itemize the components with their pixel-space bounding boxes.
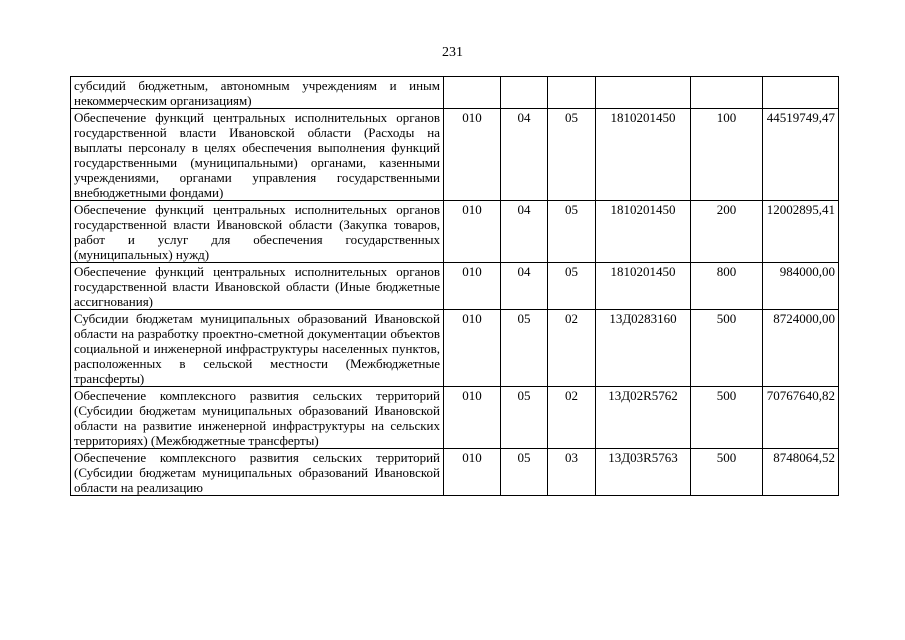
amount bbox=[763, 77, 839, 109]
row-description: Обеспечение функций центральных исполнительных органов государственной власти Ивановской области (Иные бюджетные ассигнования) bbox=[71, 263, 444, 310]
expense-type-code: 100 bbox=[691, 109, 763, 201]
section-code: 04 bbox=[501, 201, 548, 263]
subsection-code: 05 bbox=[548, 109, 596, 201]
ministry-code: 010 bbox=[444, 263, 501, 310]
subsection-code: 03 bbox=[548, 449, 596, 496]
target-code: 1810201450 bbox=[596, 201, 691, 263]
expense-type-code bbox=[691, 77, 763, 109]
ministry-code: 010 bbox=[444, 449, 501, 496]
target-code: 13Д03R5763 bbox=[596, 449, 691, 496]
ministry-code: 010 bbox=[444, 387, 501, 449]
table-row bbox=[71, 201, 839, 263]
amount: 44519749,47 bbox=[763, 109, 839, 201]
row-description: Обеспечение комплексного развития сельских территорий (Субсидии бюджетам муниципальных образований Ивановской области на реализацию bbox=[71, 449, 444, 496]
page-number: 231 bbox=[442, 45, 463, 60]
ministry-code bbox=[444, 77, 501, 109]
expense-type-code: 200 bbox=[691, 201, 763, 263]
target-code bbox=[596, 77, 691, 109]
target-code: 1810201450 bbox=[596, 263, 691, 310]
amount: 8748064,52 bbox=[763, 449, 839, 496]
amount: 984000,00 bbox=[763, 263, 839, 310]
ministry-code: 010 bbox=[444, 310, 501, 387]
subsection-code: 05 bbox=[548, 263, 596, 310]
row-description: Субсидии бюджетам муниципальных образований Ивановской области на разработку проектно-сметной документации объектов социальной и инженерной инфраструктуры населенных пунктов, расположенных в сельской местности (Межбюджетные трансферты) bbox=[71, 310, 444, 387]
table-row bbox=[71, 310, 839, 387]
table-row bbox=[71, 77, 839, 109]
ministry-code: 010 bbox=[444, 109, 501, 201]
target-code: 1810201450 bbox=[596, 109, 691, 201]
target-code: 13Д0283160 bbox=[596, 310, 691, 387]
subsection-code: 05 bbox=[548, 201, 596, 263]
subsection-code bbox=[548, 77, 596, 109]
row-description: Обеспечение комплексного развития сельских территорий (Субсидии бюджетам муниципальных образований Ивановской области на развитие инженерной инфраструктуры на сельских территориях) (Межбюджетные трансферты) bbox=[71, 387, 444, 449]
row-description: Обеспечение функций центральных исполнительных органов государственной власти Ивановской области (Закупка товаров, работ и услуг для обеспечения государственных (муниципальных) нужд) bbox=[71, 201, 444, 263]
table-row bbox=[71, 449, 839, 496]
expense-type-code: 500 bbox=[691, 387, 763, 449]
table-row bbox=[71, 263, 839, 310]
row-description: Обеспечение функций центральных исполнительных органов государственной власти Ивановской области (Расходы на выплаты персоналу в целях обеспечения выполнения функций государственными (муниципальными) органами, казенными учреждениями, органами управления государственными внебюджетными фондами) bbox=[71, 109, 444, 201]
expense-type-code: 500 bbox=[691, 310, 763, 387]
section-code bbox=[501, 77, 548, 109]
expense-type-code: 800 bbox=[691, 263, 763, 310]
budget-table bbox=[70, 76, 839, 496]
expense-type-code: 500 bbox=[691, 449, 763, 496]
table-row bbox=[71, 109, 839, 201]
amount: 8724000,00 bbox=[763, 310, 839, 387]
row-description: субсидий бюджетным, автономным учреждениям и иным некоммерческим организациям) bbox=[71, 77, 444, 109]
subsection-code: 02 bbox=[548, 310, 596, 387]
section-code: 04 bbox=[501, 263, 548, 310]
amount: 70767640,82 bbox=[763, 387, 839, 449]
target-code: 13Д02R5762 bbox=[596, 387, 691, 449]
amount: 12002895,41 bbox=[763, 201, 839, 263]
section-code: 05 bbox=[501, 387, 548, 449]
table-row bbox=[71, 387, 839, 449]
section-code: 05 bbox=[501, 310, 548, 387]
ministry-code: 010 bbox=[444, 201, 501, 263]
subsection-code: 02 bbox=[548, 387, 596, 449]
section-code: 04 bbox=[501, 109, 548, 201]
section-code: 05 bbox=[501, 449, 548, 496]
